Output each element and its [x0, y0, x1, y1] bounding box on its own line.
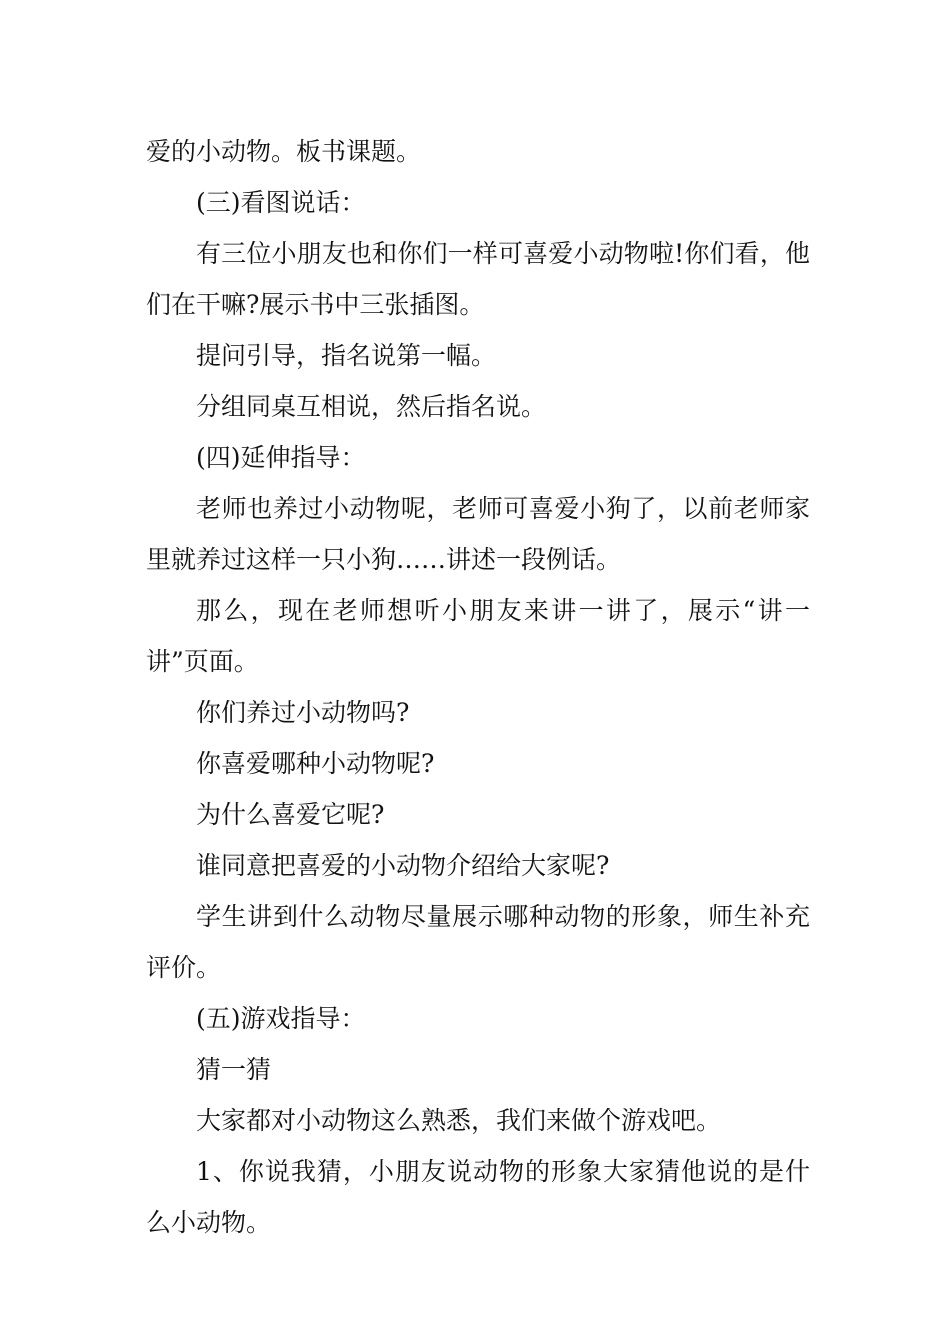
section-heading: (三)看图说话：: [196, 188, 366, 217]
paragraph: 分组同桌互相说，然后指名说。: [196, 392, 547, 421]
document-body: [146, 126, 810, 1248]
paragraph: 猜一猜: [196, 1055, 272, 1084]
paragraph: 大家都对小动物这么熟悉，我们来做个游戏吧。: [196, 1106, 722, 1135]
paragraph: 爱的小动物。板书课题。: [146, 137, 422, 166]
paragraph: 你们养过小动物吗?: [196, 698, 410, 727]
paragraph: 你喜爱哪种小动物呢?: [196, 749, 435, 778]
paragraph: 1、你说我猜，小朋友说动物的形象大家猜他说的是什么小动物。: [146, 1157, 810, 1237]
paragraph: 为什么喜爱它呢?: [196, 800, 385, 829]
section-heading: (四)延伸指导：: [196, 443, 366, 472]
paragraph: 那么，现在老师想听小朋友来讲一讲了，展示“讲一讲”页面。: [146, 596, 810, 676]
paragraph: 谁同意把喜爱的小动物介绍给大家呢?: [196, 851, 610, 880]
paragraph: 老师也养过小动物呢，老师可喜爱小狗了，以前老师家里就养过这样一只小狗……讲述一段例话。: [146, 494, 810, 574]
paragraph: 提问引导，指名说第一幅。: [196, 341, 497, 370]
paragraph: 学生讲到什么动物尽量展示哪种动物的形象，师生补充评价。: [146, 902, 810, 982]
paragraph: 有三位小朋友也和你们一样可喜爱小动物啦!你们看，他们在干嘛?展示书中三张插图。: [146, 239, 810, 319]
section-heading: (五)游戏指导：: [196, 1004, 366, 1033]
